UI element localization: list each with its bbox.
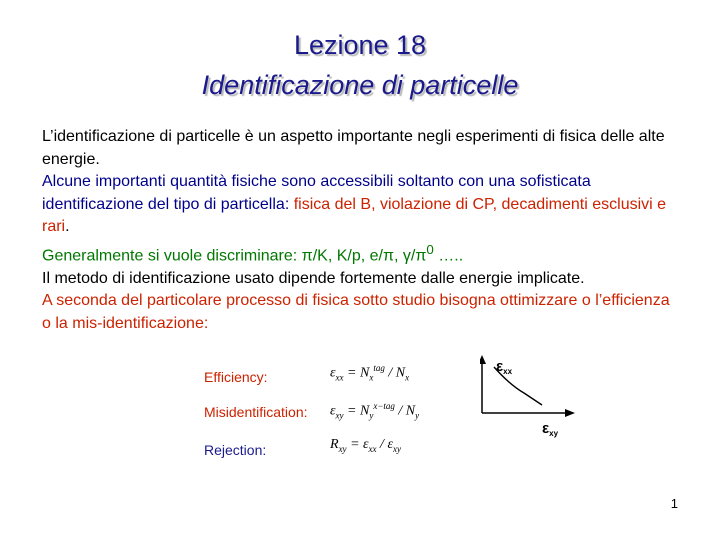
efficiency-label: Efficiency: (204, 369, 268, 385)
rejection-label: Rejection: (204, 442, 267, 458)
paragraph-optimization: A seconda del particolare processo di fisica sotto studio bisogna ottimizzare o l’efficienza o la mis-identificazione: (42, 292, 670, 333)
efficiency-figure (200, 355, 590, 470)
x-axis-label: $\varepsilon_{xy}$ (542, 420, 559, 438)
paragraph-intro: L’identificazione di particelle è un aspetto importante negli esperimenti di fisica delle alte energie. (42, 128, 665, 168)
page-number: 1 (670, 496, 678, 511)
paragraph-quantities-examples: fisica del B, violazione di CP, decadimenti esclusivi e rari (42, 195, 667, 236)
slide-body (42, 126, 682, 336)
paragraph-discriminate (42, 239, 682, 268)
misidentification-label: Misidentification: (204, 404, 308, 420)
rejection-formula: $R_{xy} = \varepsilon_{xx} / \varepsilon_{xy}$ (330, 437, 401, 454)
ellipsis: ….. (433, 247, 464, 265)
paragraph-quantities-period: . (65, 218, 70, 236)
misidentification-formula: $\varepsilon_{xy} = N_y^{x-tag} / N_y$ (330, 401, 420, 421)
y-axis-label: $\varepsilon_{xx}$ (496, 358, 513, 376)
paragraph-quantities (42, 171, 682, 239)
paragraph-method: Il metodo di identificazione usato dipende fortemente dalle energie implicate. (42, 269, 585, 287)
efficiency-formula: $\varepsilon_{xx} = N_x^{tag} / N_x$ (330, 363, 410, 383)
x-axis-arrow (565, 409, 575, 417)
paragraph-quantities-text: Alcune importanti quantità fisiche sono accessibili soltanto con una sofisticata identificazione del tipo di particella: (42, 173, 591, 213)
slide-subtitle: Identificazione di particelle (201, 70, 519, 100)
pi-zero-superscript: 0 (426, 241, 434, 257)
particle-pairs: π/K, K/p, e/π, γ/π (301, 247, 427, 265)
slide-title: Lezione 18 (293, 30, 427, 60)
y-axis-arrow (480, 355, 486, 364)
paragraph-discriminate-text: Generalmente si vuole discriminare: (42, 247, 302, 265)
efficiency-vs-misid-plot (480, 355, 590, 465)
